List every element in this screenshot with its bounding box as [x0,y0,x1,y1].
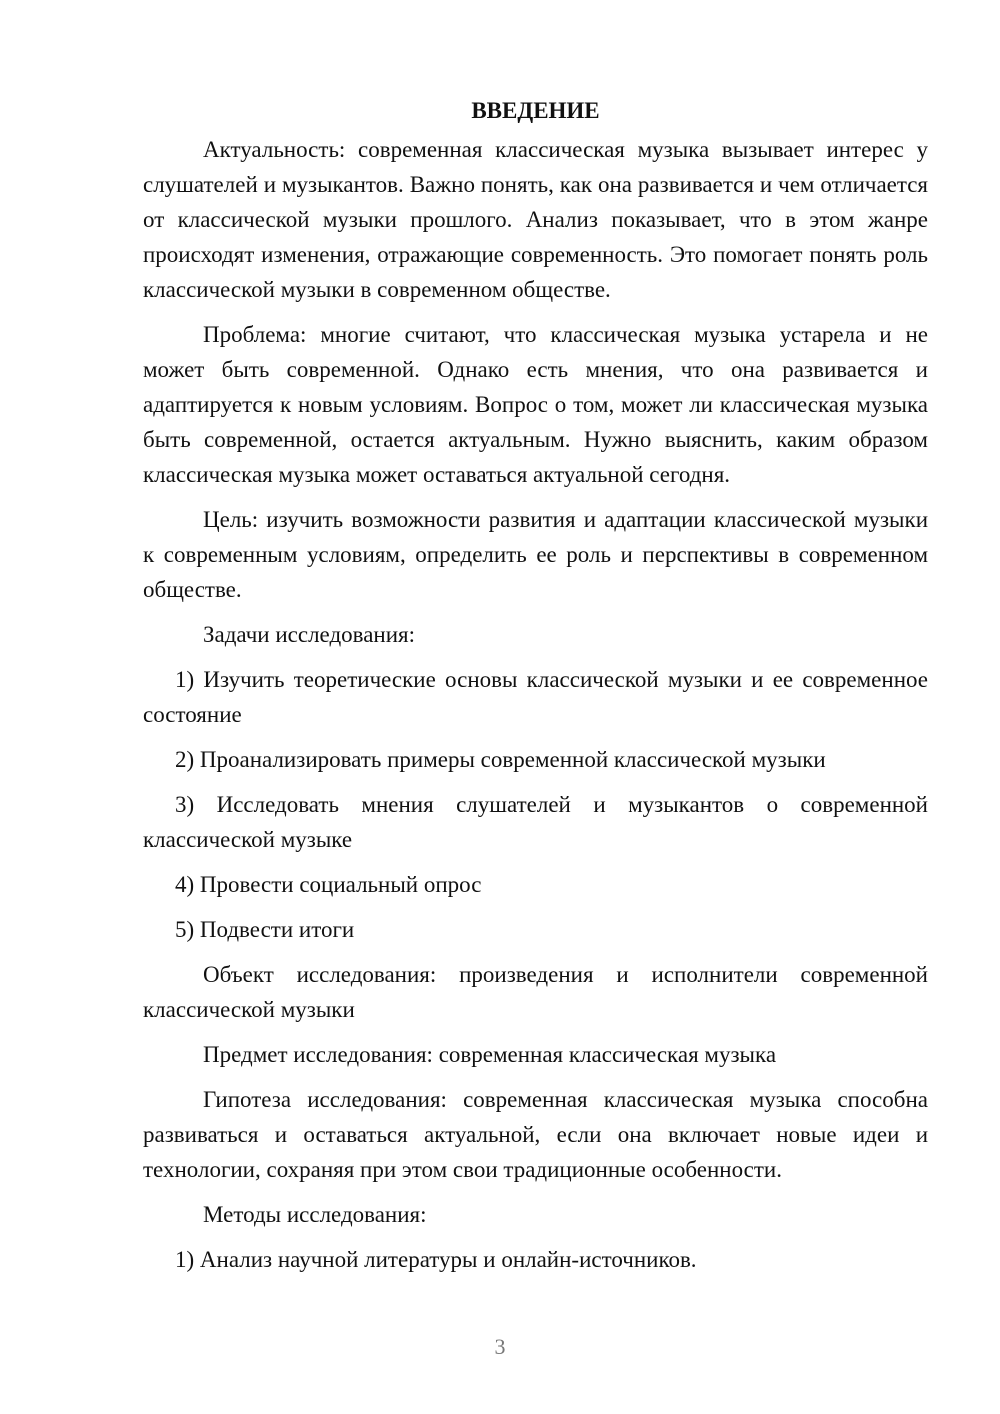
paragraph-object: Объект исследования: произведения и исполнители современной классической музыки [143,962,928,1022]
methods-heading: Методы исследования: [203,1202,427,1227]
task-item-4: 4) Провести социальный опрос [175,872,482,897]
task-item-5: 5) Подвести итоги [175,917,355,942]
paragraph-subject: Предмет исследования: современная классическая музыка [203,1042,777,1067]
paragraph-problem: Проблема: многие считают, что классическая музыка устарела и не может быть современной. Однако есть мнения, что она развивается и адаптируется к новым условиям. Вопрос о том, может ли классическая музыка быть современной, остается актуальным. Нужно выяснить, каким образом классическая музыка может оставаться актуальной сегодня. [143,322,928,487]
page-number: 3 [494,1334,506,1359]
paragraph-goal: Цель: изучить возможности развития и адаптации классической музыки к современным условиям, определить ее роль и перспективы в современном обществе. [143,507,928,602]
paragraph-relevance: Актуальность: современная классическая музыка вызывает интерес у слушателей и музыкантов. Важно понять, как она развивается и чем отличается от классической музыки прошлого. Анализ показывает, что в этом жанре происходят изменения, отражающие современность. Это помогает понять роль классической музыки в современном обществе. [143,137,928,302]
task-item-3: 3) Исследовать мнения слушателей и музыкантов о современной классической музыке [143,792,928,852]
paragraph-hypothesis: Гипотеза исследования: современная классическая музыка способна развиваться и оставаться актуальной, если она включает новые идеи и технологии, сохраняя при этом свои традиционные особенности. [143,1087,928,1182]
tasks-heading: Задачи исследования: [203,622,416,647]
section-title: ВВЕДЕНИЕ [471,98,600,123]
task-item-1: 1) Изучить теоретические основы классической музыки и ее современное состояние [143,667,928,727]
page-content [143,96,928,1287]
method-item-1: 1) Анализ научной литературы и онлайн-источников. [175,1247,697,1272]
task-item-2: 2) Проанализировать примеры современной классической музыки [175,747,826,772]
